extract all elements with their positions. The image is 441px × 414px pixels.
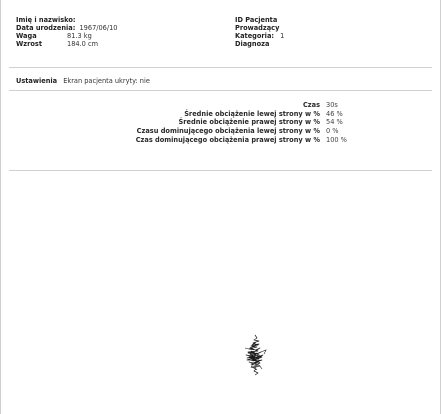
- birth-date-label: Data urodzenia:: [16, 24, 76, 32]
- result-row-left-dominant: [1, 127, 441, 136]
- doctor-label: Prowadzący: [235, 24, 280, 32]
- category-label: Kategoria:: [235, 32, 275, 40]
- result-row-right-avg: [1, 118, 441, 127]
- result-label: Średnie obciążenie prawej strony w %: [178, 118, 320, 127]
- category-value: 1: [280, 32, 285, 40]
- diagnosis-row: [235, 40, 269, 48]
- birth-date-row: [16, 24, 118, 32]
- header-divider: [9, 67, 432, 68]
- birth-date-value: 1967/06/10: [79, 24, 118, 32]
- height-row: [16, 40, 42, 48]
- patient-id-row: [235, 16, 277, 24]
- results-divider: [9, 170, 432, 171]
- balance-trace: [237, 333, 277, 377]
- doctor-row: [235, 24, 279, 32]
- settings-label: Ustawienia: [16, 77, 58, 85]
- weight-label: Waga: [16, 32, 37, 40]
- result-value: 30s: [326, 101, 338, 109]
- patient-name-row: [16, 16, 76, 24]
- settings-value: Ekran pacjenta ukryty: nie: [63, 77, 150, 85]
- result-value: 100 %: [326, 135, 347, 144]
- weight-row: [16, 32, 37, 40]
- result-value: 0 %: [326, 127, 339, 136]
- result-label: Czas dominującego obciążenia prawej strony w %: [135, 135, 320, 144]
- weight-value: 81.3 kg: [67, 32, 92, 40]
- patient-id-label: ID Pacjenta: [235, 16, 278, 24]
- result-value: 46 %: [326, 109, 343, 118]
- result-label: Średnie obciążenie lewej strony w %: [184, 109, 320, 118]
- result-label: Czas: [302, 101, 320, 109]
- settings-divider: [9, 90, 432, 91]
- weight-value-cell: [67, 32, 92, 40]
- results-table: [1, 101, 441, 144]
- height-value-cell: [67, 40, 98, 48]
- height-label: Wzrost: [16, 40, 42, 48]
- result-label: Czasu dominującego obciążenia lewej strony w %: [136, 127, 320, 136]
- result-row-time: [1, 101, 441, 110]
- height-value: 184.0 cm: [67, 40, 99, 48]
- settings-row: [16, 77, 150, 85]
- trace-path: [246, 335, 263, 375]
- category-row: [235, 32, 284, 40]
- diagnosis-label: Diagnoza: [235, 40, 270, 48]
- patient-name-label: Imię i nazwisko:: [16, 16, 76, 24]
- result-value: 54 %: [326, 118, 343, 127]
- result-row-right-dominant: [1, 136, 441, 145]
